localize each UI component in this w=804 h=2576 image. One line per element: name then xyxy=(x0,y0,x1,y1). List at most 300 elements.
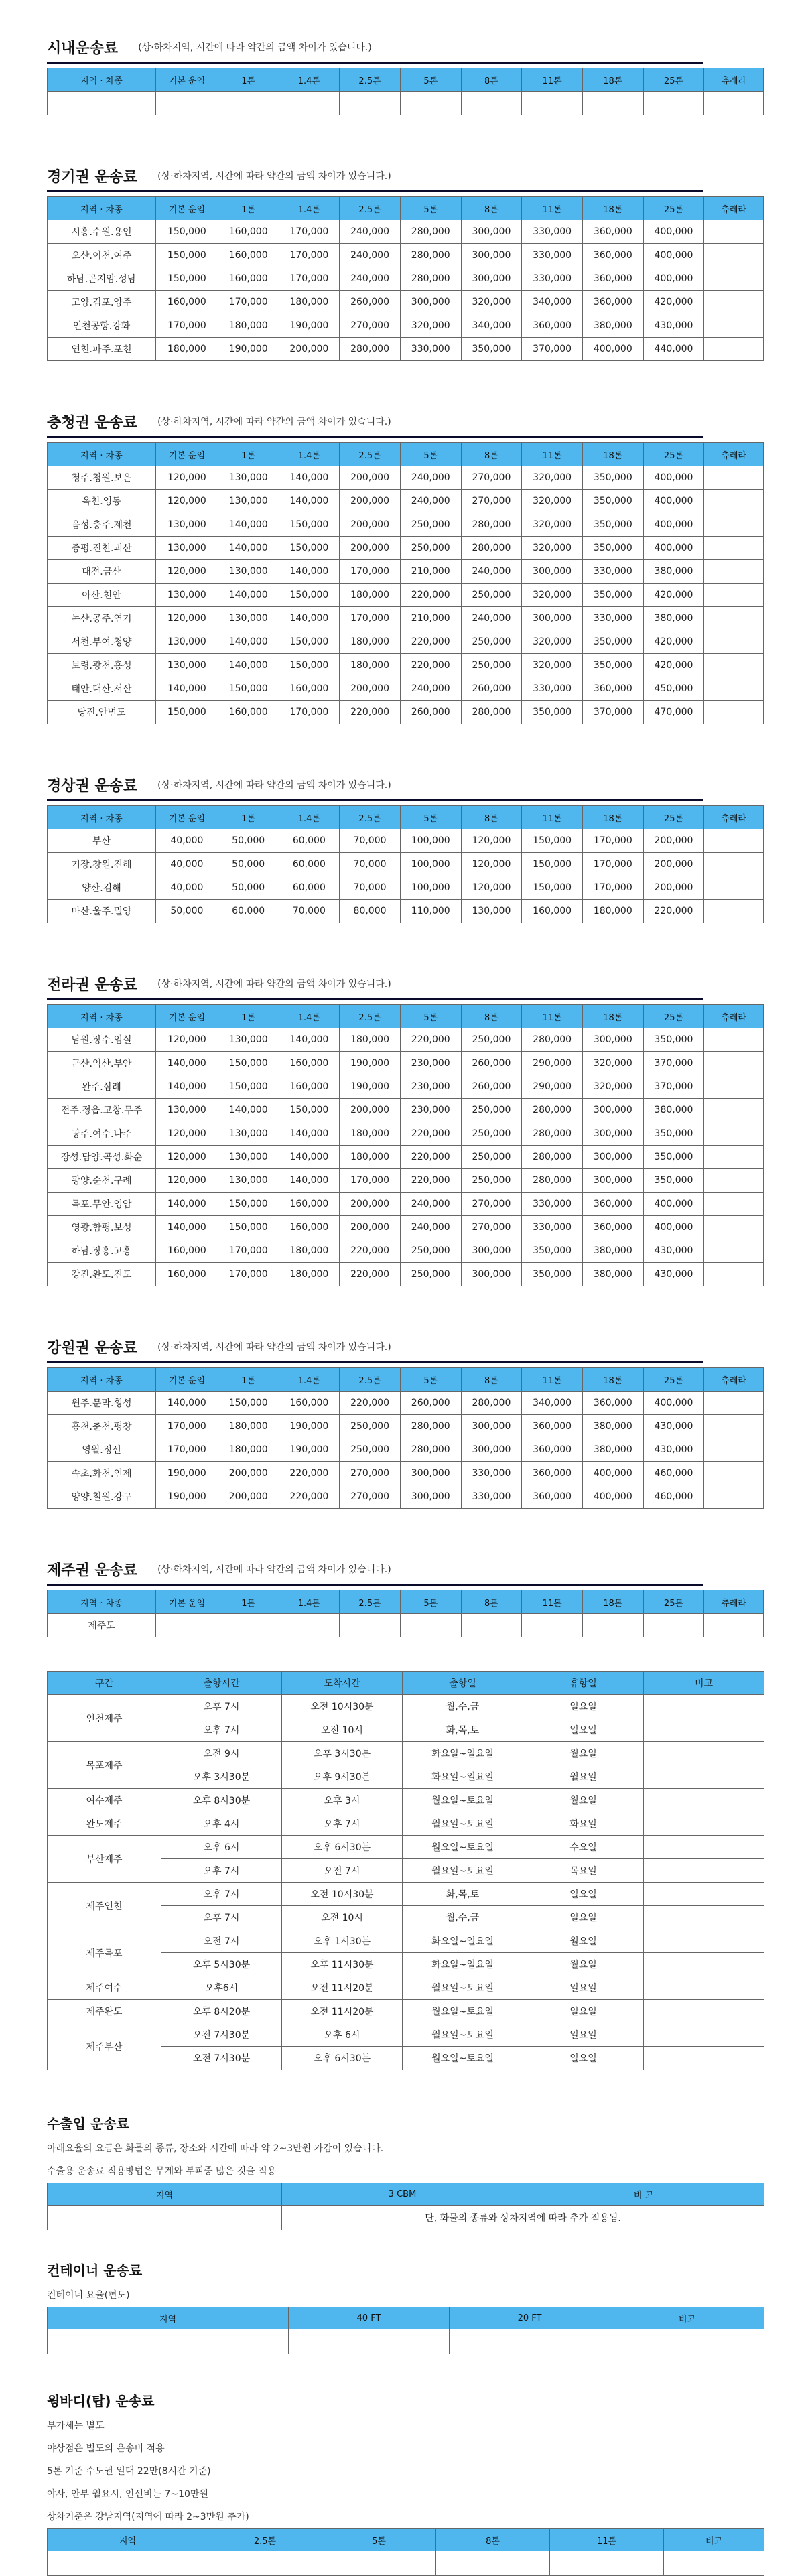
route-cell: 제주여수 xyxy=(48,1976,161,2000)
rate-cell: 320,000 xyxy=(461,291,522,314)
rate-cell: 430,000 xyxy=(643,1415,704,1438)
rate-cell: 240,000 xyxy=(400,466,461,490)
schedule-cell: 오전 7시 xyxy=(282,1859,403,1883)
rate-cell: 130,000 xyxy=(461,900,522,923)
rate-cell xyxy=(704,1462,764,1485)
rate-cell: 260,000 xyxy=(461,1075,522,1099)
rate-cell: 360,000 xyxy=(582,1216,643,1239)
rate-cell: 160,000 xyxy=(279,1193,340,1216)
section-title: 강원권 운송료 xyxy=(47,1339,138,1357)
rate-cell: 220,000 xyxy=(400,1146,461,1169)
schedule-cell: 오전 7시30분 xyxy=(161,2023,282,2047)
rate-cell: 250,000 xyxy=(461,1028,522,1052)
rate-cell: 130,000 xyxy=(218,1028,279,1052)
title-rule xyxy=(47,190,704,192)
schedule-cell: 월요일 xyxy=(523,1953,644,1976)
rate-cell: 350,000 xyxy=(582,630,643,654)
region-cell: 하남.장흥.고흥 xyxy=(48,1239,156,1263)
rate-cell: 300,000 xyxy=(461,1438,522,1462)
rate-cell: 300,000 xyxy=(582,1169,643,1193)
table-row xyxy=(48,1263,764,1286)
rate-cell xyxy=(155,92,218,115)
table-row xyxy=(48,630,764,654)
schedule-cell: 월요일 xyxy=(523,1765,644,1789)
rate-cell: 330,000 xyxy=(522,267,583,291)
schedule-cell: 일요일 xyxy=(523,2000,644,2023)
table-row xyxy=(48,2023,764,2047)
rate-cell: 150,000 xyxy=(279,584,340,607)
rate-cell xyxy=(522,1614,583,1637)
col-header: 츄레라 xyxy=(704,1005,764,1028)
col-header: 2.5톤 xyxy=(340,443,401,466)
rate-cell: 190,000 xyxy=(155,1485,218,1509)
schedule-cell: 월요일 xyxy=(523,1789,644,1812)
table-row xyxy=(48,1193,764,1216)
rate-cell: 170,000 xyxy=(340,1169,401,1193)
rate-cell: 40,000 xyxy=(155,829,218,853)
rate-cell: 140,000 xyxy=(218,630,279,654)
schedule-cell: 오후 5시30분 xyxy=(161,1953,282,1976)
col-header: 기본 운임 xyxy=(155,68,218,92)
route-cell: 인천제주 xyxy=(48,1695,161,1742)
info-line: 야사, 안부 월요시, 인선비는 7~10만원 xyxy=(47,2489,208,2500)
rate-cell: 150,000 xyxy=(279,537,340,560)
rate-cell: 140,000 xyxy=(155,1052,218,1075)
table-row xyxy=(48,244,764,267)
title-rule xyxy=(47,799,704,801)
col-header: 8톤 xyxy=(436,2529,550,2551)
schedule-cell: 오전 10시30분 xyxy=(282,1695,403,1718)
col-header: 츄레라 xyxy=(704,1590,764,1614)
region-cell: 하남.곤지암.성남 xyxy=(48,267,156,291)
rate-cell: 320,000 xyxy=(522,654,583,677)
col-header: 5톤 xyxy=(400,197,461,220)
info-line: 컨테이너 요율(편도) xyxy=(47,2290,130,2301)
rate-cell: 190,000 xyxy=(155,1462,218,1485)
rate-cell: 320,000 xyxy=(522,537,583,560)
col-header: 2.5톤 xyxy=(208,2529,322,2551)
rate-cell: 370,000 xyxy=(582,701,643,724)
schedule-cell: 일요일 xyxy=(523,2023,644,2047)
rate-cell xyxy=(155,1614,218,1637)
rate-cell xyxy=(704,876,764,900)
col-header: 11톤 xyxy=(522,197,583,220)
rate-cell xyxy=(704,1263,764,1286)
rate-cell: 360,000 xyxy=(522,1415,583,1438)
rate-cell: 200,000 xyxy=(340,513,401,537)
schedule-cell: 일요일 xyxy=(523,1718,644,1742)
rate-cell: 170,000 xyxy=(279,244,340,267)
rate-cell: 360,000 xyxy=(522,314,583,338)
rate-table xyxy=(47,1367,764,1509)
rate-cell: 200,000 xyxy=(643,853,704,876)
rate-cell: 150,000 xyxy=(279,1099,340,1122)
rate-cell: 170,000 xyxy=(155,314,218,338)
schedule-cell: 월,수,금 xyxy=(403,1695,523,1718)
rate-cell: 130,000 xyxy=(155,654,218,677)
table-row xyxy=(48,1614,764,1637)
col-header: 지역 · 차종 xyxy=(48,806,156,829)
rate-cell: 60,000 xyxy=(279,829,340,853)
table-row xyxy=(48,1883,764,1906)
rate-cell xyxy=(704,1169,764,1193)
rate-cell: 240,000 xyxy=(400,677,461,701)
rate-cell: 350,000 xyxy=(522,701,583,724)
rate-cell: 320,000 xyxy=(582,1075,643,1099)
rate-cell xyxy=(643,92,704,115)
rate-cell: 120,000 xyxy=(155,607,218,630)
rate-cell: 250,000 xyxy=(461,1122,522,1146)
section-note: (상·하차지역, 시간에 따라 약간의 금액 차이가 있습니다.) xyxy=(157,417,391,427)
rate-cell xyxy=(522,92,583,115)
rate-cell: 130,000 xyxy=(218,560,279,584)
schedule-cell: 일요일 xyxy=(523,1906,644,1929)
region-cell: 보령.광천.홍성 xyxy=(48,654,156,677)
col-header: 25톤 xyxy=(643,1368,704,1392)
rate-cell: 170,000 xyxy=(582,876,643,900)
rate-cell: 220,000 xyxy=(400,630,461,654)
region-cell: 오산.이천.여주 xyxy=(48,244,156,267)
table-row xyxy=(48,1976,764,2000)
schedule-cell: 화요일 xyxy=(523,1812,644,1836)
rate-cell: 190,000 xyxy=(279,1415,340,1438)
table-row xyxy=(48,1485,764,1509)
region-cell: 증평.진천.괴산 xyxy=(48,537,156,560)
rate-cell xyxy=(461,92,522,115)
schedule-cell: 오후 8시20분 xyxy=(161,2000,282,2023)
rate-cell xyxy=(461,1614,522,1637)
note-cell xyxy=(644,1742,764,1765)
rate-cell: 200,000 xyxy=(279,338,340,361)
rate-cell: 170,000 xyxy=(218,1263,279,1286)
schedule-cell: 화요일~일요일 xyxy=(403,1929,523,1953)
col-header: 1.4톤 xyxy=(279,443,340,466)
rate-cell: 180,000 xyxy=(340,630,401,654)
table-row xyxy=(48,876,764,900)
table-row xyxy=(48,1695,764,1718)
note-cell xyxy=(644,2023,764,2047)
table-row xyxy=(48,1415,764,1438)
rate-cell: 240,000 xyxy=(400,1216,461,1239)
rate-cell: 320,000 xyxy=(522,513,583,537)
rate-cell: 180,000 xyxy=(279,291,340,314)
table-row xyxy=(48,1216,764,1239)
schedule-cell: 월요일~토요일 xyxy=(403,1859,523,1883)
col-header: 출항일 xyxy=(403,1672,523,1695)
rate-cell: 400,000 xyxy=(643,513,704,537)
title-rule xyxy=(47,1584,704,1586)
col-header: 1.4톤 xyxy=(279,197,340,220)
schedule-cell: 오전 11시20분 xyxy=(282,1976,403,2000)
region-cell: 인천공항.강화 xyxy=(48,314,156,338)
section-note: (상·하차지역, 시간에 따라 약간의 금액 차이가 있습니다.) xyxy=(157,1564,391,1575)
col-header: 츄레라 xyxy=(704,443,764,466)
table-row xyxy=(48,1169,764,1193)
rate-cell: 200,000 xyxy=(218,1462,279,1485)
rate-cell: 250,000 xyxy=(461,1099,522,1122)
table-row xyxy=(48,2000,764,2023)
region-cell: 서천.부여.청양 xyxy=(48,630,156,654)
rate-cell: 130,000 xyxy=(218,466,279,490)
title-rule xyxy=(47,62,704,64)
rate-cell: 140,000 xyxy=(155,1392,218,1415)
table-row xyxy=(48,537,764,560)
rate-cell: 170,000 xyxy=(582,853,643,876)
col-header: 11톤 xyxy=(522,443,583,466)
rate-cell: 330,000 xyxy=(522,220,583,244)
rate-cell: 300,000 xyxy=(461,1415,522,1438)
table-row xyxy=(48,654,764,677)
schedule-cell: 일요일 xyxy=(523,2047,644,2070)
note-cell xyxy=(644,1695,764,1718)
rate-cell: 140,000 xyxy=(218,513,279,537)
col-header: 도착시간 xyxy=(282,1672,403,1695)
region-cell: 아산.천안 xyxy=(48,584,156,607)
rate-cell: 280,000 xyxy=(522,1146,583,1169)
rate-cell: 260,000 xyxy=(400,701,461,724)
region-cell: 태안.대산.서산 xyxy=(48,677,156,701)
table-cell xyxy=(550,2551,664,2576)
rate-cell: 230,000 xyxy=(400,1099,461,1122)
rate-cell: 150,000 xyxy=(155,701,218,724)
col-header: 2.5톤 xyxy=(340,197,401,220)
col-header: 11톤 xyxy=(522,1590,583,1614)
col-header: 지역 xyxy=(48,2183,282,2206)
rate-cell: 180,000 xyxy=(279,1263,340,1286)
import-export-table xyxy=(47,2183,764,2230)
rate-cell xyxy=(340,1614,401,1637)
rate-cell: 260,000 xyxy=(461,677,522,701)
col-header: 츄레라 xyxy=(704,197,764,220)
title-rule xyxy=(47,998,704,1000)
rate-cell: 350,000 xyxy=(582,466,643,490)
table-cell xyxy=(436,2551,550,2576)
rate-cell: 280,000 xyxy=(461,701,522,724)
rate-cell: 140,000 xyxy=(279,1169,340,1193)
schedule-cell: 오후 8시30분 xyxy=(161,1789,282,1812)
table-row xyxy=(48,1929,764,1953)
rate-cell: 320,000 xyxy=(522,584,583,607)
note-cell xyxy=(644,1789,764,1812)
rate-cell: 380,000 xyxy=(582,1239,643,1263)
rate-cell: 120,000 xyxy=(155,466,218,490)
col-header: 지역 xyxy=(48,2529,208,2551)
rate-cell: 80,000 xyxy=(340,900,401,923)
section-title: 경기권 운송료 xyxy=(47,168,138,186)
rate-cell xyxy=(704,314,764,338)
section-jeolla xyxy=(47,970,764,1286)
col-header: 출항시간 xyxy=(161,1672,282,1695)
rate-cell: 120,000 xyxy=(155,560,218,584)
schedule-cell: 화,목,토 xyxy=(403,1718,523,1742)
region-cell: 목포.무안.영암 xyxy=(48,1193,156,1216)
rate-cell: 160,000 xyxy=(279,1392,340,1415)
rate-cell: 220,000 xyxy=(400,1169,461,1193)
region-cell: 시흥.수원.용인 xyxy=(48,220,156,244)
region-cell: 음성.충주.제천 xyxy=(48,513,156,537)
col-header: 11톤 xyxy=(550,2529,664,2551)
region-cell: 광양.순천.구례 xyxy=(48,1169,156,1193)
rate-cell: 380,000 xyxy=(582,314,643,338)
note-cell xyxy=(644,1718,764,1742)
table-cell xyxy=(322,2551,436,2576)
region-cell: 홍천.춘천.평창 xyxy=(48,1415,156,1438)
schedule-cell: 오전 7시 xyxy=(161,1929,282,1953)
rate-cell: 150,000 xyxy=(522,853,583,876)
rate-cell: 360,000 xyxy=(522,1438,583,1462)
rate-cell: 280,000 xyxy=(400,1438,461,1462)
rate-cell: 300,000 xyxy=(582,1099,643,1122)
section-chungcheong xyxy=(47,408,764,724)
rate-cell xyxy=(582,1614,643,1637)
rate-cell: 160,000 xyxy=(279,1052,340,1075)
section-note: (상·하차지역, 시간에 따라 약간의 금액 차이가 있습니다.) xyxy=(157,1342,391,1353)
rate-cell: 430,000 xyxy=(643,1263,704,1286)
table-row xyxy=(48,466,764,490)
rate-cell xyxy=(704,1146,764,1169)
rate-cell: 140,000 xyxy=(279,490,340,513)
rate-cell: 180,000 xyxy=(340,1146,401,1169)
rate-cell: 200,000 xyxy=(340,1099,401,1122)
rate-cell xyxy=(704,1028,764,1052)
col-header: 8톤 xyxy=(461,68,522,92)
rate-cell: 180,000 xyxy=(582,900,643,923)
col-header: 2.5톤 xyxy=(340,1005,401,1028)
rate-cell: 200,000 xyxy=(340,1216,401,1239)
rate-cell: 350,000 xyxy=(643,1122,704,1146)
rate-cell: 370,000 xyxy=(522,338,583,361)
section-title: 시내운송료 xyxy=(47,40,119,57)
rate-cell: 290,000 xyxy=(522,1075,583,1099)
rate-cell: 220,000 xyxy=(340,701,401,724)
col-header: 25톤 xyxy=(643,197,704,220)
rate-cell: 140,000 xyxy=(155,1075,218,1099)
col-header: 25톤 xyxy=(643,1005,704,1028)
col-header: 11톤 xyxy=(522,1005,583,1028)
title-rule xyxy=(47,1361,704,1363)
col-header: 5톤 xyxy=(400,443,461,466)
rate-cell: 240,000 xyxy=(461,607,522,630)
region-cell: 청주.청원.보은 xyxy=(48,466,156,490)
rate-cell: 320,000 xyxy=(522,630,583,654)
col-header: 3 CBM xyxy=(282,2183,523,2206)
rate-cell: 400,000 xyxy=(643,267,704,291)
table-row xyxy=(48,1789,764,1812)
rate-cell: 140,000 xyxy=(155,1193,218,1216)
rate-cell xyxy=(704,1239,764,1263)
col-header: 기본 운임 xyxy=(155,443,218,466)
region-cell: 장성.담양.곡성.화순 xyxy=(48,1146,156,1169)
rate-cell: 320,000 xyxy=(400,314,461,338)
rate-cell: 210,000 xyxy=(400,560,461,584)
schedule-cell: 월요일~토요일 xyxy=(403,1976,523,2000)
col-header: 25톤 xyxy=(643,443,704,466)
rate-cell: 300,000 xyxy=(461,1263,522,1286)
region-cell: 옥천.영동 xyxy=(48,490,156,513)
table-row xyxy=(48,677,764,701)
rate-cell: 240,000 xyxy=(400,1193,461,1216)
rate-cell: 350,000 xyxy=(643,1146,704,1169)
rate-cell: 400,000 xyxy=(643,1216,704,1239)
schedule-cell: 오전 10시30분 xyxy=(282,1883,403,1906)
note-cell xyxy=(644,2047,764,2070)
rate-cell xyxy=(704,1415,764,1438)
section-title: 경상권 운송료 xyxy=(47,777,138,795)
col-header: 1톤 xyxy=(218,1590,279,1614)
schedule-cell: 월요일~토요일 xyxy=(403,2047,523,2070)
rate-cell: 300,000 xyxy=(522,560,583,584)
schedule-cell: 오후 6시 xyxy=(161,1836,282,1859)
rate-cell: 330,000 xyxy=(461,1485,522,1509)
rate-cell: 120,000 xyxy=(461,853,522,876)
region-cell: 제주도 xyxy=(48,1614,156,1637)
rate-cell: 200,000 xyxy=(643,829,704,853)
rate-cell: 130,000 xyxy=(218,1122,279,1146)
rate-cell: 400,000 xyxy=(582,1462,643,1485)
info-line: 야상점은 별도의 운송비 적용 xyxy=(47,2443,165,2454)
rate-cell: 220,000 xyxy=(340,1392,401,1415)
rate-cell: 280,000 xyxy=(400,267,461,291)
rate-cell: 350,000 xyxy=(582,584,643,607)
rate-cell xyxy=(704,338,764,361)
rate-cell: 350,000 xyxy=(582,537,643,560)
section-title: 제주권 운송료 xyxy=(47,1562,138,1579)
rate-cell: 150,000 xyxy=(522,829,583,853)
region-cell xyxy=(48,92,156,115)
rate-cell xyxy=(582,92,643,115)
col-header: 18톤 xyxy=(582,806,643,829)
rate-cell: 120,000 xyxy=(155,1146,218,1169)
rate-cell: 400,000 xyxy=(643,490,704,513)
col-header: 8톤 xyxy=(461,1005,522,1028)
note-cell xyxy=(644,1859,764,1883)
rate-cell: 380,000 xyxy=(582,1438,643,1462)
route-cell: 제주인천 xyxy=(48,1883,161,1929)
rate-cell: 140,000 xyxy=(279,466,340,490)
note-cell xyxy=(644,1976,764,2000)
schedule-cell: 오후 3시30분 xyxy=(282,1742,403,1765)
schedule-cell: 오후 6시 xyxy=(282,2023,403,2047)
rate-cell: 120,000 xyxy=(461,876,522,900)
rate-cell: 140,000 xyxy=(279,1028,340,1052)
rate-cell: 140,000 xyxy=(279,607,340,630)
rate-cell: 270,000 xyxy=(340,1485,401,1509)
rate-cell: 400,000 xyxy=(582,338,643,361)
rate-cell: 180,000 xyxy=(340,584,401,607)
rate-cell: 150,000 xyxy=(218,1392,279,1415)
rate-cell: 280,000 xyxy=(461,537,522,560)
table-row xyxy=(48,1239,764,1263)
rate-cell: 250,000 xyxy=(461,630,522,654)
schedule-cell: 화요일~일요일 xyxy=(403,1742,523,1765)
table-row xyxy=(48,1052,764,1075)
rate-cell: 190,000 xyxy=(340,1075,401,1099)
col-header: 8톤 xyxy=(461,806,522,829)
col-header: 기본 운임 xyxy=(155,197,218,220)
table-row xyxy=(48,513,764,537)
col-header: 1톤 xyxy=(218,806,279,829)
rate-cell: 50,000 xyxy=(218,853,279,876)
rate-cell: 220,000 xyxy=(400,654,461,677)
rate-cell: 330,000 xyxy=(582,560,643,584)
rate-cell: 200,000 xyxy=(643,876,704,900)
rate-cell: 250,000 xyxy=(400,513,461,537)
rate-cell: 350,000 xyxy=(522,1263,583,1286)
rate-cell xyxy=(704,584,764,607)
rate-cell: 60,000 xyxy=(279,853,340,876)
rate-cell: 360,000 xyxy=(582,1193,643,1216)
rate-cell: 180,000 xyxy=(218,314,279,338)
